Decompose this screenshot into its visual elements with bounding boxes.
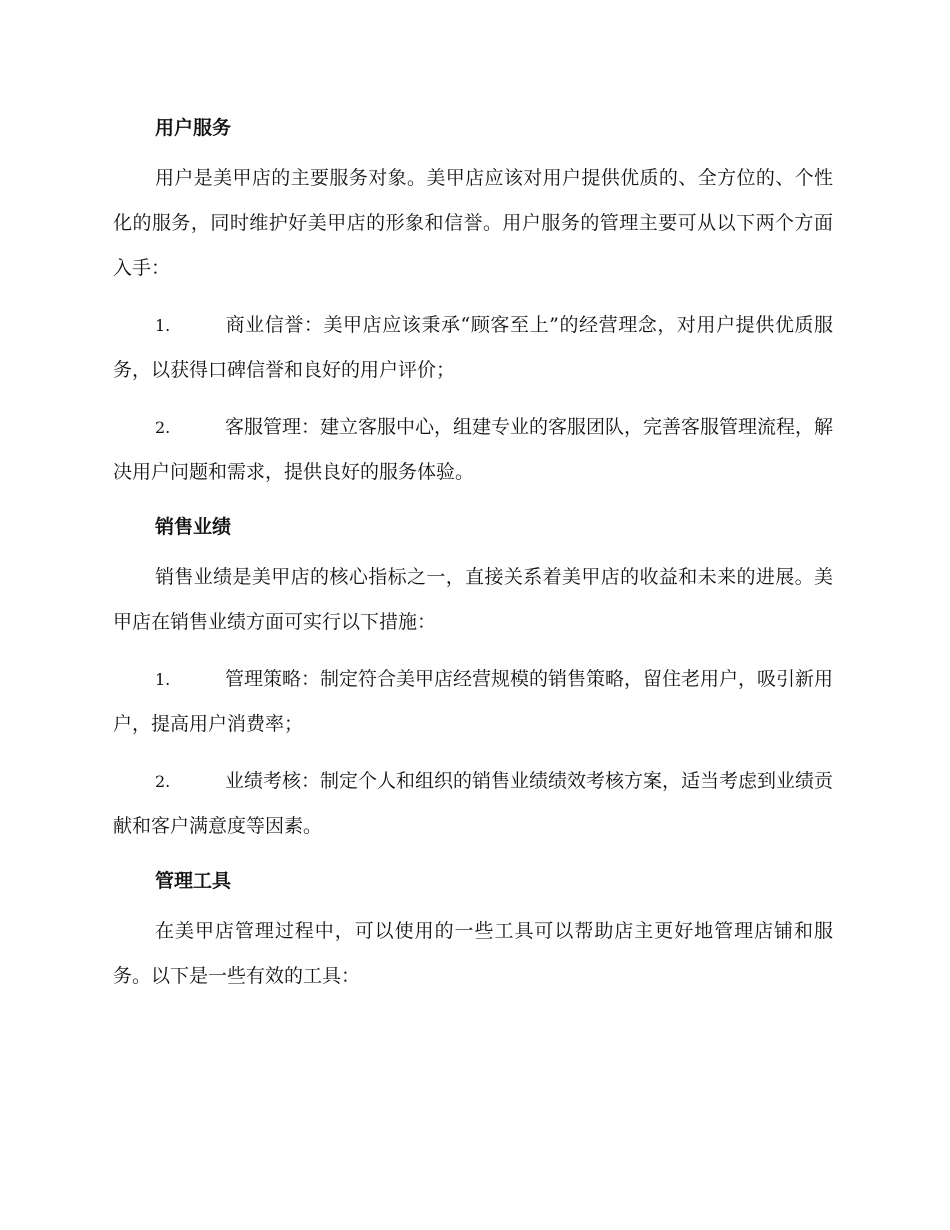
section-intro: 销售业绩是美甲店的核心指标之一，直接关系着美甲店的收益和未来的进展。美甲店在销售业绩方面可实行以下措施： — [113, 566, 833, 633]
list-item-text: 管理策略：制定符合美甲店经营规模的销售策略，留住老用户，吸引新用户，提高用户消费率； — [113, 668, 834, 735]
list-item — [113, 657, 833, 747]
list-item-text: 业绩考核：制定个人和组织的销售业绩绩效考核方案，适当考虑到业绩贡献和客户满意度等因素。 — [113, 770, 834, 837]
section-heading: 用户服务 — [155, 117, 232, 139]
section-heading: 管理工具 — [155, 870, 232, 892]
section-intro: 在美甲店管理过程中，可以使用的一些工具可以帮助店主更好地管理店铺和服务。以下是一些有效的工具： — [113, 920, 833, 987]
list-item — [113, 405, 833, 495]
list-item-number: 2. — [155, 418, 171, 437]
list-item — [113, 759, 833, 849]
list-item-number: 1. — [155, 316, 171, 335]
section-intro: 用户是美甲店的主要服务对象。美甲店应该对用户提供优质的、全方位的、个性化的服务，同时维护好美甲店的形象和信誉。用户服务的管理主要可从以下两个方面入手： — [113, 167, 833, 279]
list-item-number: 2. — [155, 772, 171, 791]
list-item-text: 客服管理：建立客服中心，组建专业的客服团队，完善客服管理流程，解决用户问题和需求，提供良好的服务体验。 — [113, 416, 834, 483]
list-item-number: 1. — [155, 670, 171, 689]
document-body — [113, 108, 833, 999]
list-item-text: 商业信誉：美甲店应该秉承“顾客至上”的经营理念，对用户提供优质服务，以获得口碑信誉和良好的用户评价； — [113, 314, 833, 381]
list-item — [113, 303, 833, 393]
section-heading: 销售业绩 — [155, 516, 232, 538]
